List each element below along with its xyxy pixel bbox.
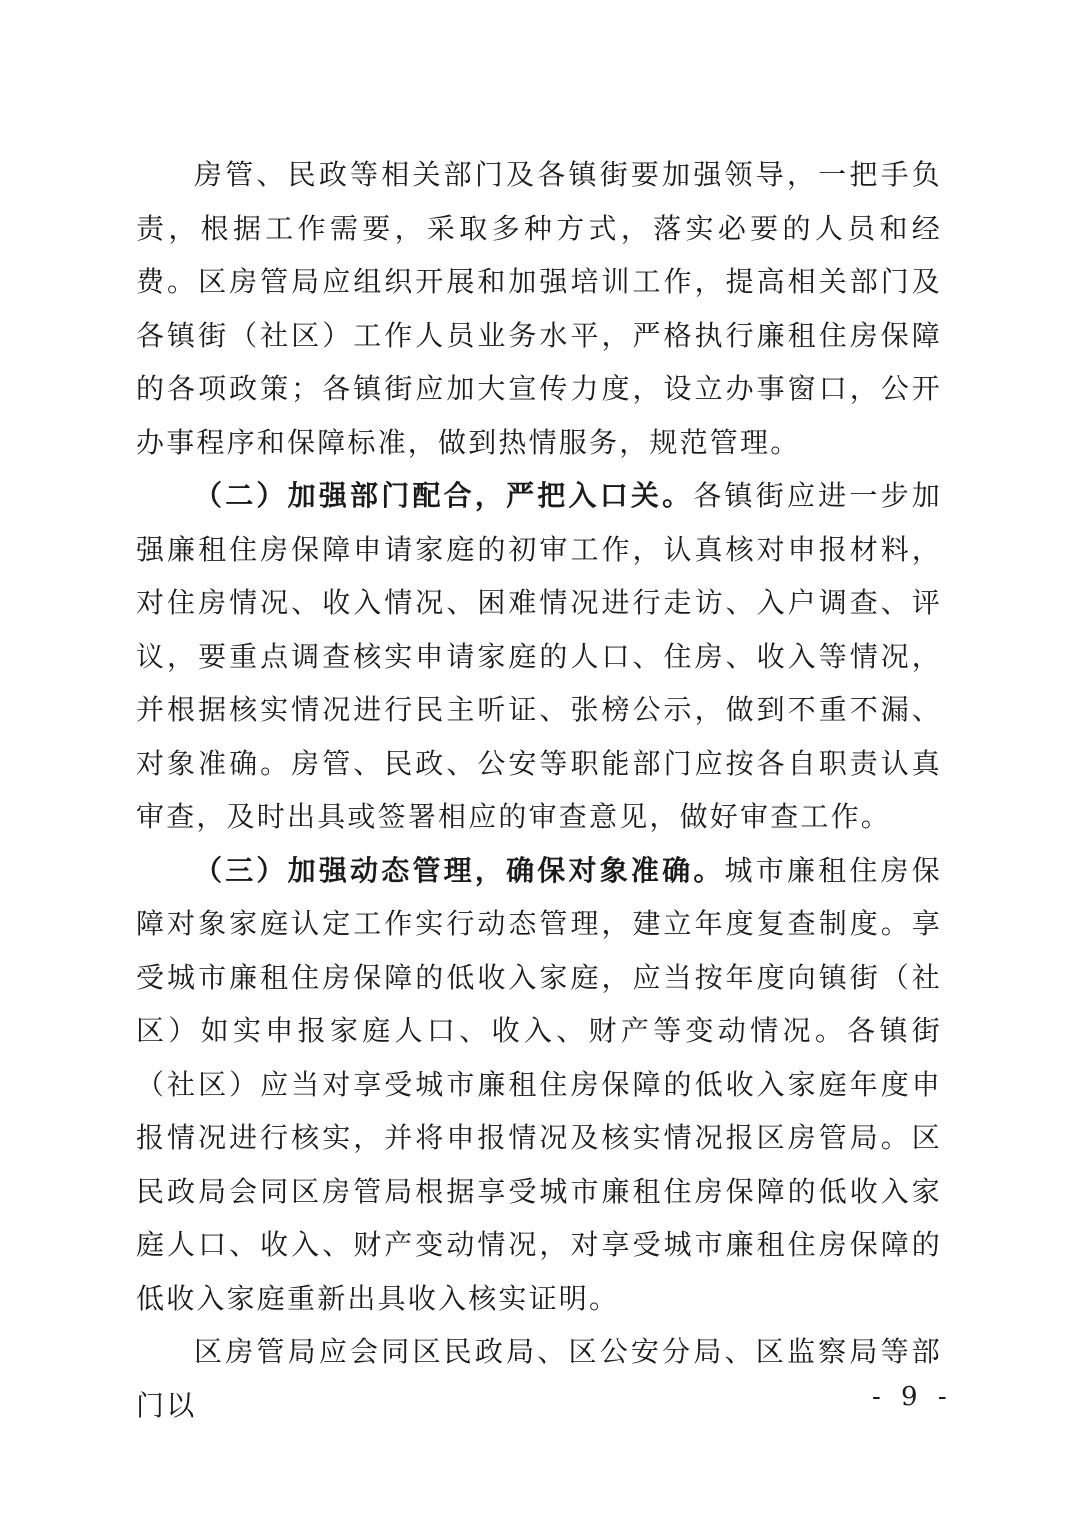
page-number: - 9 - (872, 1382, 953, 1412)
paragraph-3 (136, 844, 942, 1326)
paragraph-4 (136, 1325, 942, 1432)
body-text (136, 148, 942, 1432)
paragraph-2-heading: （二）加强部门配合，严把入口关。 (194, 479, 694, 512)
paragraph-2-body: 各镇街应进一步加强廉租住房保障申请家庭的初审工作，认真核对申报材料，对住房情况、收入情况、困难情况进行走访、入户调查、评议，要重点调查核实申请家庭的人口、住房、收入等情况，并根据核实情况进行民主听证、张榜公示，做到不重不漏、对象准确。房管、民政、公安等职能部门应按各自职责认真审查，及时出具或签署相应的审查意见，做好审查工作。 (136, 479, 943, 833)
paragraph-3-heading: （三）加强动态管理，确保对象准确。 (194, 853, 725, 887)
paragraph-1-body: 房管、民政等相关部门及各镇街要加强领导，一把手负责，根据工作需要，采取多种方式，落实必要的人员和经费。区房管局应组织开展和加强培训工作，提高相关部门及各镇街（社区）工作人员业务水平，严格执行廉租住房保障的各项政策；各镇街应加大宣传力度，设立办事窗口，公开办事程序和保障标准，做到热情服务，规范管理。 (136, 158, 942, 459)
paragraph-3-body: 城市廉租住房保障对象家庭认定工作实行动态管理，建立年度复查制度。享受城市廉租住房保障的低收入家庭，应当按年度向镇街（社区）如实申报家庭人口、收入、财产等变动情况。各镇街（社区）应当对享受城市廉租住房保障的低收入家庭年度申报情况进行核实，并将申报情况及核实情况报区房管局。区民政局会同区房管局根据享受城市廉租住房保障的低收入家庭人口、收入、财产变动情况，对享受城市廉租住房保障的低收入家庭重新出具收入核实证明。 (136, 853, 942, 1315)
paragraph-2 (136, 469, 942, 844)
paragraph-4-body: 区房管局应会同区民政局、区公安分局、区监察局等部门以 (136, 1335, 942, 1422)
paragraph-1 (136, 148, 942, 469)
